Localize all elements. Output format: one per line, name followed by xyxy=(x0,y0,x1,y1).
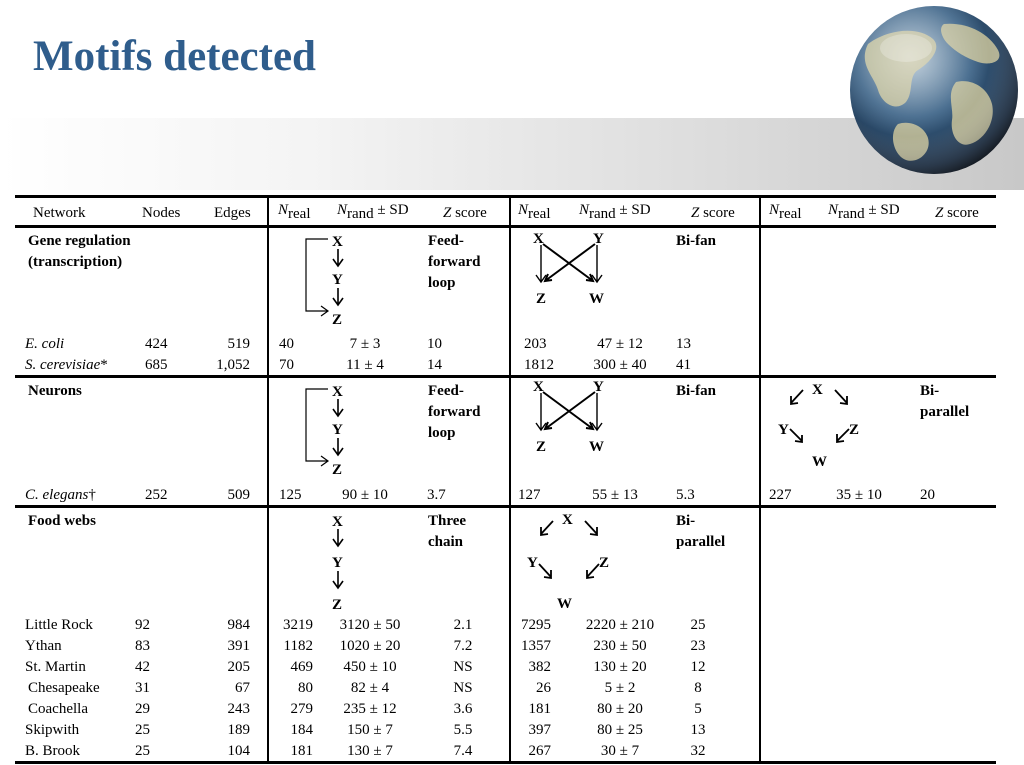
cell-m2-z: 23 xyxy=(690,638,706,654)
svg-text:Z: Z xyxy=(599,555,610,571)
three-chain-diagram xyxy=(320,509,360,613)
svg-text:Z: Z xyxy=(849,422,860,438)
header-n-real: $N_{real}$ xyxy=(518,202,551,222)
cell-network: Ythan xyxy=(25,638,62,654)
header-nodes: Nodes xyxy=(142,205,181,221)
svg-text:Y: Y xyxy=(593,231,604,247)
cell-m2-real: 26 xyxy=(536,680,551,696)
cell-m1-z: NS xyxy=(453,680,473,696)
cell-m1-rand: 235 ± 12 xyxy=(343,701,397,717)
cell-nodes: 83 xyxy=(135,638,150,654)
cell-m1-rand: 150 ± 7 xyxy=(347,722,393,738)
header-z-score: Z score xyxy=(443,205,487,221)
svg-text:Z: Z xyxy=(536,291,547,307)
cell-m1-z: 7.2 xyxy=(453,638,473,654)
cell-m1-rand: 450 ± 10 xyxy=(343,659,397,675)
motif-name: Bi-fan xyxy=(676,383,717,399)
header-network: Network xyxy=(33,205,86,221)
motif-node-label: Y xyxy=(332,272,343,288)
cell-m2-rand: 230 ± 50 xyxy=(593,638,647,654)
motif-node-label: Z xyxy=(332,312,343,328)
motif-node-label: X xyxy=(332,234,343,250)
svg-text:W: W xyxy=(812,454,827,470)
motif-name: forward xyxy=(428,404,481,420)
cell-m1-z: 7.4 xyxy=(453,743,473,759)
cell-nodes: 25 xyxy=(135,722,150,738)
cell-m1-rand: 3120 ± 50 xyxy=(339,617,401,633)
rule-neurons xyxy=(15,505,996,508)
motif-name: Bi-fan xyxy=(676,233,717,249)
bi-fan-diagram xyxy=(531,229,611,309)
cell-edges: 104 xyxy=(227,743,250,759)
svg-text:Y: Y xyxy=(332,422,343,438)
bi-parallel-diagram xyxy=(523,509,623,612)
svg-text:W: W xyxy=(589,291,604,307)
svg-text:Y: Y xyxy=(593,379,604,395)
svg-text:Z: Z xyxy=(332,597,343,613)
cell-m2-z: 13 xyxy=(690,722,706,738)
cell-m1-rand: 1020 ± 20 xyxy=(339,638,401,654)
cell-edges: 984 xyxy=(227,617,250,633)
svg-text:Y: Y xyxy=(527,555,538,571)
svg-text:Y: Y xyxy=(332,555,343,571)
header-n-rand: $N_{rand}$ ± SD xyxy=(828,202,900,222)
header-n-real: $N_{real}$ xyxy=(278,202,311,222)
cell-m1-real: 3219 xyxy=(283,617,313,633)
section-title: Food webs xyxy=(28,513,96,529)
cell-nodes: 42 xyxy=(135,659,150,675)
motif-name: loop xyxy=(428,275,456,291)
svg-text:W: W xyxy=(589,439,604,455)
cell-edges: 67 xyxy=(235,680,250,696)
cell-network: B. Brook xyxy=(25,743,81,759)
feed-forward-loop-diagram xyxy=(300,229,360,329)
motif-name: forward xyxy=(428,254,481,270)
header-z-score: Z score xyxy=(935,205,979,221)
cell-m2-real: 397 xyxy=(528,722,551,738)
cell-edges: 189 xyxy=(227,722,250,738)
header-n-rand: $N_{rand}$ ± SD xyxy=(337,202,409,222)
cell-network: Coachella xyxy=(28,701,88,717)
cell-m2-z: 8 xyxy=(694,680,702,696)
cell-m1-z: NS xyxy=(453,659,473,675)
cell-network: Chesapeake xyxy=(28,680,100,696)
feed-forward-loop-diagram xyxy=(300,379,360,479)
motif-name: parallel xyxy=(920,404,970,420)
cell-nodes: 31 xyxy=(135,680,150,696)
cell-m2-z: 32 xyxy=(690,743,706,759)
motif-name: Bi- xyxy=(920,383,940,399)
cell-edges: 243 xyxy=(227,701,250,717)
rule-gene xyxy=(15,375,996,378)
cell-m1-real: 80 xyxy=(298,680,313,696)
motif-name: Feed- xyxy=(428,233,464,249)
rule-top xyxy=(15,195,996,198)
motif-name: Three xyxy=(428,513,467,529)
svg-text:X: X xyxy=(533,231,544,247)
motif-name: loop xyxy=(428,425,456,441)
motifs-table: Network Nodes Edges $N_{real}$ $N_{rand}$ ± SD Z score $N_{real}$ $N_{rand}$ ± SD Z score $N_{real}$ $N_{rand}$ ± SD Z score Gene regulation (transcription) X Y Z Feed- forward loop X Y Z W Bi-fan E. coli 424 519 40 7 ± 3 10 203 47 ± 12 13 S. cerevisiae* 685 1,052 70 11 ± 4 14 1812 300 ± 40 41 Neurons X Y Z Feed- forward loop X Y Z W Bi-fan X Y Z W Bi- parallel C. elegans† 252 509 125 90 ± 10 3.7 127 55 ± 13 5.3 227 35 ± 10 20 Food webs X Y Z Three chain X Y Z W Bi- parallel Little Rock 92 984 3219 3120 ± 50 2.1 7295 2220 ± 210 25 Ythan 83 391 1182 1020 ± 20 7.2 1357 230 ± 50 23 St. Martin 42 205 469 450 ± 10 NS 382 130 ± 20 12 Chesapeake 31 67 80 82 ± 4 NS 26 5 ± 2 8 Coachella 29 243 279 235 ± 12 3.6 181 80 ± 20 5 Skipwith 25 189 184 150 ± 7 5.5 397 80 ± 25 13 B. Brook 25 104 181 130 ± 7 7.4 267 30 ± 7 32 xyxy=(15,195,996,765)
bi-fan-diagram xyxy=(531,379,611,459)
globe-icon xyxy=(848,4,1020,176)
svg-text:Y: Y xyxy=(778,422,789,438)
cell-m2-real: 181 xyxy=(528,701,551,717)
rule-header xyxy=(15,225,996,228)
motif-name: chain xyxy=(428,534,464,550)
cell-m2-real: 7295 xyxy=(521,617,551,633)
col-divider-3 xyxy=(759,195,761,764)
header-n-real: $N_{real}$ xyxy=(769,202,802,222)
cell-m2-rand: 130 ± 20 xyxy=(593,659,647,675)
section-title: Neurons xyxy=(28,383,82,399)
rule-bottom xyxy=(15,761,996,764)
cell-m1-rand: 130 ± 7 xyxy=(347,743,393,759)
cell-network: Little Rock xyxy=(25,617,93,633)
cell-nodes: 25 xyxy=(135,743,150,759)
cell-edges: 205 xyxy=(227,659,250,675)
svg-text:X: X xyxy=(332,514,343,530)
cell-m1-rand: 82 ± 4 xyxy=(350,680,390,696)
section-subtitle: (transcription) xyxy=(28,254,123,270)
cell-m2-rand: 80 ± 25 xyxy=(597,722,643,738)
header-z-score: Z score xyxy=(691,205,735,221)
cell-nodes: 29 xyxy=(135,701,150,717)
motif-arrow xyxy=(333,288,343,305)
motif-name: parallel xyxy=(676,534,726,550)
cell-m1-real: 1182 xyxy=(283,638,313,654)
cell-m1-real: 184 xyxy=(290,722,313,738)
svg-text:X: X xyxy=(812,382,823,398)
cell-nodes: 92 xyxy=(135,617,150,633)
motif-arrow xyxy=(306,239,328,316)
motif-arrow xyxy=(333,249,343,266)
header-edges: Edges xyxy=(214,205,251,221)
cell-m1-z: 2.1 xyxy=(453,617,473,633)
svg-text:X: X xyxy=(562,512,573,528)
svg-text:X: X xyxy=(332,384,343,400)
cell-m1-z: 3.6 xyxy=(453,701,473,717)
cell-m2-rand: 80 ± 20 xyxy=(597,701,643,717)
cell-m2-real: 382 xyxy=(528,659,551,675)
cell-network: St. Martin xyxy=(25,659,86,675)
motif-name: Feed- xyxy=(428,383,464,399)
section-title: Gene regulation xyxy=(28,233,131,249)
svg-text:Z: Z xyxy=(536,439,547,455)
cell-edges: 391 xyxy=(227,638,250,654)
cell-m1-real: 279 xyxy=(290,701,313,717)
cell-network: Skipwith xyxy=(25,722,80,738)
cell-m2-z: 5 xyxy=(694,701,702,717)
cell-m2-z: 25 xyxy=(690,617,706,633)
cell-m1-real: 469 xyxy=(290,659,313,675)
svg-text:W: W xyxy=(557,596,572,612)
cell-m2-z: 12 xyxy=(690,659,706,675)
header-n-rand: $N_{rand}$ ± SD xyxy=(579,202,651,222)
cell-m2-real: 1357 xyxy=(521,638,551,654)
cell-m2-rand: 30 ± 7 xyxy=(600,743,640,759)
bi-parallel-diagram xyxy=(775,379,875,474)
motif-name: Bi- xyxy=(676,513,696,529)
cell-m2-real: 267 xyxy=(528,743,551,759)
slide-title: Motifs detected xyxy=(33,33,316,80)
cell-m1-z: 5.5 xyxy=(453,722,473,738)
cell-m1-real: 181 xyxy=(290,743,313,759)
svg-text:Z: Z xyxy=(332,462,343,478)
cell-m2-rand: 2220 ± 210 xyxy=(585,617,655,633)
svg-text:X: X xyxy=(533,379,544,395)
cell-m2-rand: 5 ± 2 xyxy=(604,680,636,696)
